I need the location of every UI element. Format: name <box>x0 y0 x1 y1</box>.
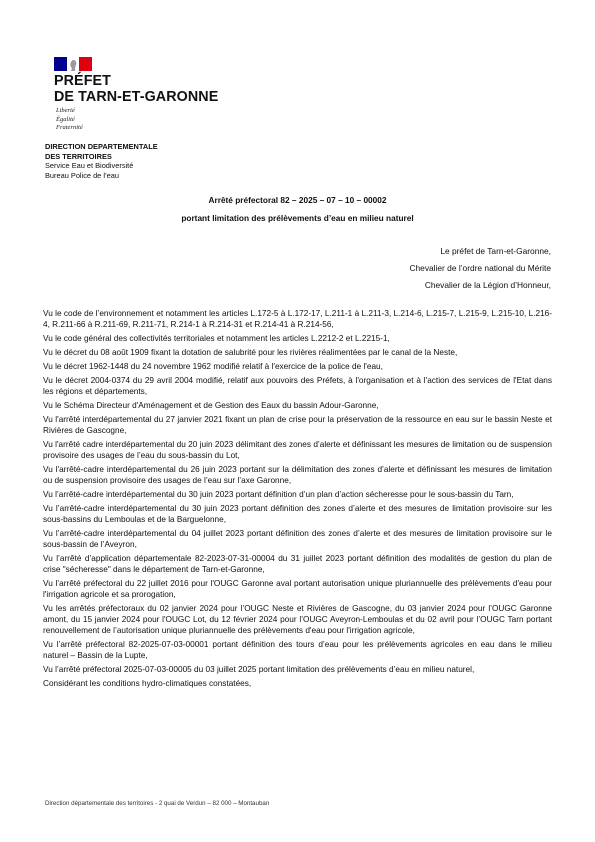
prefet-line-1: PRÉFET <box>54 73 111 89</box>
issuing-service <box>45 142 158 180</box>
service-line-1: DIRECTION DEPARTEMENTALE <box>45 142 158 151</box>
consideration-item: Vu l’arrêté-cadre interdépartemental du 30 juin 2023 portant définition d’un plan d’action sécheresse pour le sous-bassin du Tarn, <box>43 490 514 499</box>
consideration-item: Vu les arrêtés préfectoraux du 02 janvier 2024 pour l’OUGC Neste et Rivières de Gascogne, du 03 janvier 2024 pour l’OUGC Garonne amont, du 15 janvier 2024 pour l'OUGC Lot, du 12 février 2024 pour l’OUGC Aveyron-Lemboulas et du 02 avril pour l’OUGC Tarn portant renouvellement de l’autorisation unique pluriannuelle des prélèvements d'eau pour l'irrigation agricole, <box>43 604 552 635</box>
consideration-item: Vu l’arrêté-cadre interdépartemental du 04 juillet 2023 portant définition des zones d’alerte et des mesures de limitation provisoire sur le sous-bassin de l’Aveyron, <box>43 529 552 549</box>
consideration-item: Vu l’arrêté préfectoral 2025-07-03-00005 du 03 juillet 2025 portant limitation des prélèvements d’eau en milieu naturel, <box>43 665 475 674</box>
service-line-4: Bureau Police de l’eau <box>45 170 119 180</box>
republic-motto <box>56 107 83 133</box>
consideration-item: Vu l'arrêté-cadre interdépartemental du 26 juin 2023 portant sur la délimitation des zones d’alerte et définissant les mesures de limitation ou de suspension provisoire des usages de l’eau sur l’axe Garonne, <box>43 465 552 485</box>
decree-subtitle: portant limitation des prélèvements d’eau en milieu naturel <box>181 213 414 223</box>
prefecture-name <box>54 74 218 105</box>
consideration-item: Vu l'arrêté cadre interdépartemental du 20 juin 2023 délimitant des zones d’alerte et définissant les mesures de limitation ou de suspension provisoire des usages de l’eau du sous-bassin du Lot, <box>43 440 552 460</box>
motto-egalite: Égalité <box>56 115 75 123</box>
consideration-item: Vu l’arrêté préfectoral 82-2025-07-03-00001 portant définition des tours d’eau pour les prélèvements agricoles en eau dans le milieu naturel – Bassin de la Lupte, <box>43 640 552 660</box>
service-line-3: Service Eau et Biodiversité <box>45 161 134 171</box>
consideration-item: Vu le décret du 08 août 1909 fixant la dotation de salubrité pour les rivières réalimentées par le canal de la Neste, <box>43 348 458 357</box>
decree-title: Arrêté préfectoral 82 – 2025 – 07 – 10 – 00002 <box>208 195 387 205</box>
signer-line-2: Chevalier de l’ordre national du Mérite <box>409 263 551 273</box>
motto-liberte: Liberté <box>56 107 75 114</box>
consideration-item: Vu l’arrêté d’application départementale 82-2023-07-31-00004 du 31 juillet 2023 portant définition des modalités de gestion du plan de crise "sécheresse" dans le département de Tarn-et-Garonne, <box>43 554 552 574</box>
prefet-line-2: DE TARN-ET-GARONNE <box>54 88 219 105</box>
motto-fraternite: Fraternité <box>56 124 83 131</box>
page-footer: Direction départementale des territoires - 2 quai de Verdun – 82 000 – Montauban <box>45 800 270 807</box>
consideration-item: Vu le décret 2004-0374 du 29 avril 2004 modifié, relatif aux pouvoirs des Préfets, à l'organisation et à l'action des services de l'Etat dans les régions et départements, <box>43 376 552 396</box>
consideration-item: Vu le Schéma Directeur d'Aménagement et de Gestion des Eaux du bassin Adour-Garonne, <box>43 401 379 410</box>
consideration-item: Considérant les conditions hydro-climatiques constatées, <box>43 679 252 688</box>
marianne-flag-logo <box>54 57 92 71</box>
marianne-profile-icon <box>67 59 79 71</box>
consideration-item: Vu le décret 1962-1448 du 24 novembre 1962 modifié relatif à l'exercice de la police de l'eau, <box>43 362 383 371</box>
signer-line-3: Chevalier de la Légion d’Honneur, <box>424 280 551 290</box>
service-line-2: DES TERRITOIRES <box>45 151 112 161</box>
consideration-item: Vu l’arrêté-cadre interdépartemental du 30 juin 2023 portant définition des zones d’alerte et des mesures de limitation provisoire sur les sous-bassins du Lemboulas et de la Barguelonne, <box>43 504 552 524</box>
consideration-item: Vu l’arrêté préfectoral du 22 juillet 2016 pour l'OUGC Garonne aval portant autorisation unique pluriannuelle des prélèvements d'eau pour l'irrigation agricole et sa prorogation, <box>43 579 552 599</box>
consideration-item: Vu l'arrêté interdépartemental du 27 janvier 2021 fixant un plan de crise pour la préservation de la ressource en eau sur le bassin Neste et Rivières de Gascogne, <box>43 415 552 435</box>
consideration-item: Vu le code général des collectivités territoriales et notamment les articles L.2212-2 et L.2215-1, <box>43 334 390 343</box>
considerations-list <box>43 308 552 692</box>
signer-line-1: Le préfet de Tarn-et-Garonne, <box>440 246 551 256</box>
consideration-item: Vu le code de l’environnement et notamment les articles L.172-5 à L.172-17, L.211-1 à L.211-3, L.214-6, L.215-7, L.215-9, L.215-10, L.216-4, R.211-66 à R.211-69, R.211-71, R.214-1 à R.214-31 et R.214-41 à R.214-56, <box>43 309 552 329</box>
